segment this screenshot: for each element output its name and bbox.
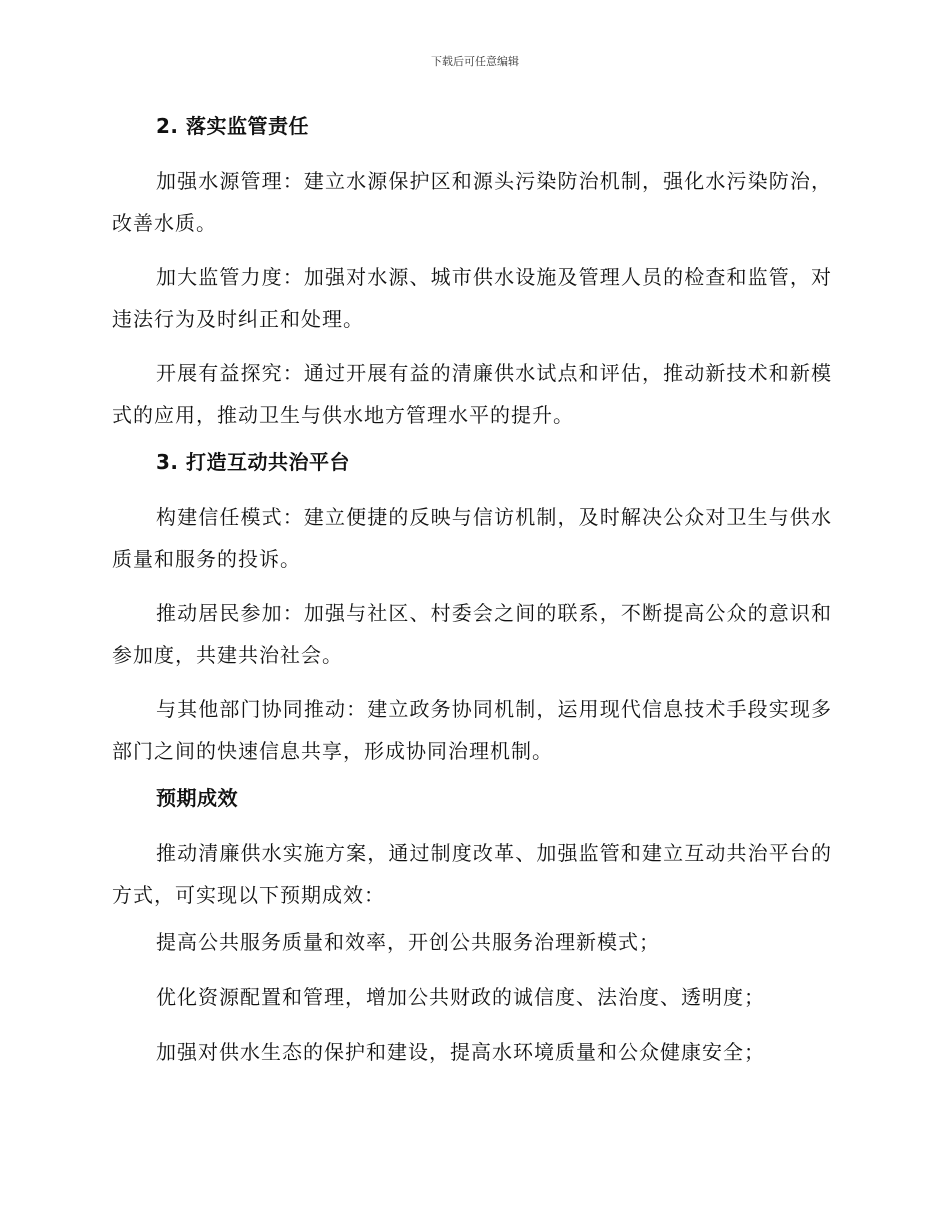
paragraph: 与其他部门协同推动：建立政务协同机制，运用现代信息技术手段实现多部门之间的快速信息共享，形成协同治理机制。	[112, 697, 832, 763]
paragraph: 加大监管力度：加强对水源、城市供水设施及管理人员的检查和监管，对违法行为及时纠正和处理。	[112, 265, 832, 331]
list-item: 提高公共服务质量和效率，开创公共服务治理新模式；	[156, 930, 660, 954]
paragraph: 加强水源管理：建立水源保护区和源头污染防治机制，强化水污染防治，改善水质。	[112, 169, 832, 235]
document-body	[112, 112, 832, 1093]
list-item: 优化资源配置和管理，增加公共财政的诚信度、法治度、透明度；	[156, 985, 765, 1009]
paragraph: 推动清廉供水实施方案，通过制度改革、加强监管和建立互动共治平台的方式，可实现以下预期成效：	[112, 841, 832, 907]
paragraph: 推动居民参加：加强与社区、村委会之间的联系，不断提高公众的意识和参加度，共建共治社会。	[112, 601, 832, 667]
paragraph: 构建信任模式：建立便捷的反映与信访机制，及时解决公众对卫生与供水质量和服务的投诉。	[112, 505, 832, 571]
section-heading: 预期成效	[156, 786, 238, 810]
section-heading: 2. 落实监管责任	[156, 114, 309, 138]
section-heading: 3. 打造互动共治平台	[156, 450, 350, 474]
paragraph: 开展有益探究：通过开展有益的清廉供水试点和评估，推动新技术和新模式的应用，推动卫生与供水地方管理水平的提升。	[112, 361, 832, 427]
page-header-note: 下载后可任意编辑	[431, 55, 519, 68]
list-item: 加强对供水生态的保护和建设，提高水环境质量和公众健康安全；	[156, 1040, 765, 1064]
